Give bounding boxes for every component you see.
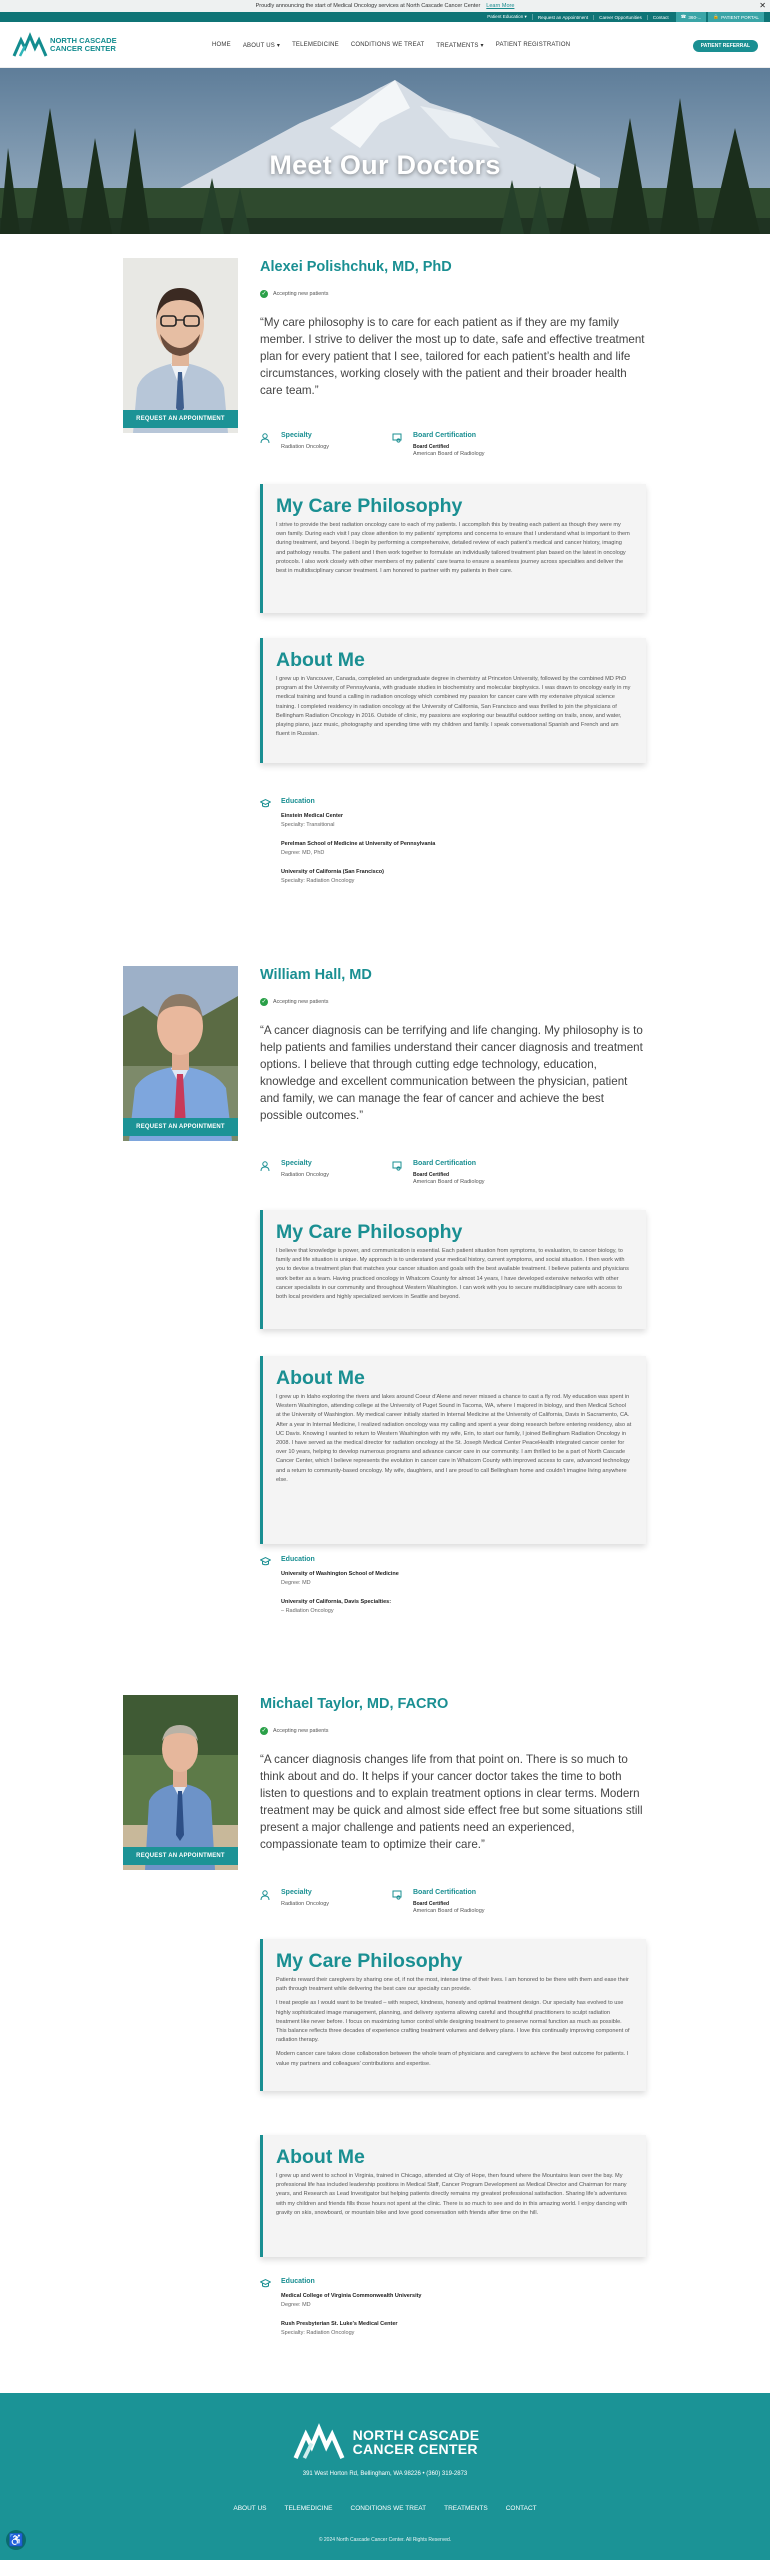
specialty-value: Radiation Oncology — [281, 1901, 330, 1907]
specialty-heading: Specialty — [281, 1160, 312, 1167]
nav-home[interactable]: HOME — [212, 42, 231, 48]
education-item — [281, 840, 435, 858]
care-philosophy-text: Modern cancer care takes close collaboration between the whole team of physicians and caregivers to achieve the best outcome for patients. I value my partners and colleagues’ contributions and expertise. — [276, 2051, 629, 2067]
doctor-profile — [123, 258, 646, 888]
about-me-card — [260, 638, 646, 763]
accessibility-icon[interactable]: ♿ — [6, 2530, 26, 2550]
education-item — [281, 2292, 421, 2310]
logo-line2: CANCER CENTER — [50, 43, 116, 53]
announcement-text: Proudly announcing the start of Medical Oncology services at North Cascade Cancer Center — [255, 3, 481, 9]
site-header — [0, 22, 770, 68]
board-status: Board Certified — [413, 1901, 450, 1907]
graduation-cap-icon — [260, 798, 271, 808]
care-philosophy-text: I treat people as I would want to be treated – with respect, kindness, honesty and optimal treatment design. Our specialty has evolved to use highly sophisticated image management, planning, and delivery systems allowing careful and thoughtful practitioners to sculpt radiation treatment like never before. I focus on maximizing tumor control while designing treatment to preserve normal function as much as possible. This balance reflects three decades of experience crafting treatment volumes and delivery plans. I love this continually improving component of radiation therapy. — [276, 2000, 630, 2044]
board-name: American Board of Radiology — [413, 1179, 485, 1185]
utility-link-education[interactable]: Patient Education ▾ — [482, 14, 533, 20]
care-philosophy-heading: My Care Philosophy — [276, 1950, 463, 1972]
check-icon: ✓ — [261, 1728, 267, 1734]
doctor-photo — [123, 966, 238, 1141]
check-icon: ✓ — [261, 999, 267, 1005]
education-detail: – Radiation Oncology — [281, 1608, 334, 1614]
patient-referral-button[interactable]: PATIENT REFERRAL — [693, 40, 758, 52]
education-detail: Specialty: Transitional — [281, 822, 335, 828]
doctor-name: Michael Taylor, MD, FACRO — [260, 1696, 449, 1712]
education-school: Medical College of Virginia Commonwealth University — [281, 2293, 422, 2299]
about-me-text: I grew up and went to school in Virginia, trained in Chicago, attended at City of Hope, then found where the Mountains lean over the bay. My professional life has included leadership positions in Medical Staff, Cancer Program Development as Medical Director and Chairman for many years, and Research as Lead Investigator but helping patients directly remains my greatest professional satisfaction. Sharing life’s adventures with my children and friends fills those hours not spent at the clinic. There is so much to see and do in this amazing world. I enjoy dancing with gravity on skis, snowboard, or mountain bike and love good conversation with friends after time on the hill. — [276, 2173, 628, 2216]
footer-nav — [0, 2505, 770, 2512]
care-philosophy-heading: My Care Philosophy — [276, 1221, 463, 1243]
accepting-badge — [260, 1727, 328, 1735]
specialty-heading: Specialty — [281, 432, 312, 439]
certificate-icon — [392, 1890, 402, 1900]
request-appointment-button[interactable]: REQUEST AN APPOINTMENT — [123, 410, 238, 428]
education-detail: Specialty: Radiation Oncology — [281, 2330, 355, 2336]
education-detail: Degree: MD — [281, 2302, 311, 2308]
copyright: © 2024 North Cascade Cancer Center. All Rights Reserved. — [318, 2537, 452, 2543]
about-me-heading: About Me — [276, 1367, 365, 1389]
footer-link-telemedicine[interactable]: TELEMEDICINE — [284, 2505, 333, 2512]
nav-about[interactable]: ABOUT US ▾ — [242, 42, 281, 49]
accepting-badge — [260, 290, 328, 298]
accepting-label: Accepting new patients — [273, 291, 329, 297]
footer-logo-line2: CANCER CENTER — [352, 2441, 478, 2457]
footer-logo-line1: NORTH CASCADE — [352, 2427, 480, 2443]
doctor-icon — [260, 1890, 270, 1900]
graduation-cap-icon — [260, 2278, 271, 2288]
education-detail: Degree: MD, PhD — [281, 850, 325, 856]
education-detail: Specialty: Radiation Oncology — [281, 878, 355, 884]
doctor-quote: “My care philosophy is to care for each patient as if they are my family member. I strive to deliver the most up to date, safe and effective treatment plan for every patient that I see, tailored for each patient’s health and life circumstances, working closely with the patient and their broader health care team.” — [260, 316, 645, 397]
doctor-photo — [123, 258, 238, 433]
accepting-badge — [260, 998, 328, 1006]
specialty-heading: Specialty — [281, 1889, 312, 1896]
nav-conditions[interactable]: CONDITIONS WE TREAT — [350, 42, 425, 48]
education-heading: Education — [281, 1556, 315, 1563]
footer-link-treatments[interactable]: TREATMENTS — [444, 2505, 488, 2512]
certificate-icon — [392, 433, 402, 443]
doctor-name: William Hall, MD — [260, 967, 372, 983]
footer-link-conditions[interactable]: CONDITIONS WE TREAT — [350, 2505, 427, 2512]
about-me-text: I grew up in Vancouver, Canada, completed an undergraduate degree in chemistry at Princeton University, followed by the combined MD PhD program at the University of Pennsylvania, with graduate studies in biochemistry and molecular biophysics. I was drawn to oncology early in my medical training and found a calling in radiation oncology which combined my passion for cancer care with my extensive physical science training. I completed residency in radiation oncology at the University of California, San Francisco and was thrilled to join the physicians of Bellingham Radiation Oncology in 2016. Outside of clinic, my passions are exploring our beautiful outdoor setting on trails, snow, and water, playing piano, jazz music, photography and spending time with my children and family. I speak conversational Spanish and French and am fluent in Russian. — [276, 676, 631, 738]
doctor-profile — [123, 966, 646, 1656]
footer-link-about[interactable]: ABOUT US — [233, 2505, 267, 2512]
footer-address: 391 West Horton Rd, Bellingham, WA 98226 • (360) 319-2873 — [302, 2471, 468, 2477]
education-heading: Education — [281, 2278, 315, 2285]
education-item — [281, 2320, 398, 2338]
patient-portal-button[interactable] — [708, 12, 764, 22]
about-me-text: I grew up in Idaho exploring the rivers and lakes around Coeur d’Alene and never missed a chance to cast a fly rod. My education was spent in Western Washington, attending college at the University of Puget Sound in Tacoma, WA, where I majored in biology, and then Medical School at the University of Washington. My medical career initially started in Internal Medicine at the University of California, Davis in Sacramento, CA. After a year in Internal Medicine, I realized radiation oncology was my calling and spent a year doing research before entering residency, also at UC Davis. Knowing I wanted to return to Western Washington with my wife, Erin, to start our family, I joined Bellingham Radiation Oncology in 2008. I have served as the medical director for radiation oncology at the St. Joseph Medical Center PeaceHealth integrated cancer center for over 10 years, helping to develop numerous programs and advance cancer care in our community. I am thrilled to be a part of North Cascade Cancer Center, which I believe represents the evolution in cancer care in Whatcom County with improved access to care, advanced technology and a return to community-based oncology. My wife, daughters, and I are proud to call Bellingham home and couldn’t imagine living anywhere else. — [276, 1394, 632, 1483]
phone-icon: ☎ — [680, 14, 687, 19]
logo-mark-icon — [291, 2423, 347, 2461]
request-appointment-button[interactable]: REQUEST AN APPOINTMENT — [123, 1118, 238, 1136]
main-nav — [212, 22, 582, 68]
graduation-cap-icon — [260, 1556, 271, 1566]
logo-line1: NORTH CASCADE — [50, 35, 117, 45]
about-me-card — [260, 1356, 646, 1544]
credentials — [260, 1160, 646, 1190]
doctor-quote: “A cancer diagnosis changes life from that point on. There is so much to think about and do. It helps if your cancer doctor takes the time to both listen to questions and to explain treatment options in clear terms. Modern treatment may be quick and almost side effect free but some situations still present a major challenge and patients need an experienced, compassionate team to optimize their care.” — [260, 1753, 643, 1851]
check-icon: ✓ — [261, 291, 267, 297]
doctor-name: Alexei Polishchuk, MD, PhD — [260, 259, 452, 275]
phone-button[interactable] — [676, 12, 707, 22]
credentials — [260, 432, 646, 462]
accepting-label: Accepting new patients — [273, 1728, 329, 1734]
education-school: Perelman School of Medicine at University of Pennsylvania — [281, 841, 436, 847]
credentials — [260, 1889, 646, 1919]
utility-link-contact[interactable]: Contact — [652, 14, 669, 20]
utility-bar — [0, 12, 770, 22]
lock-icon: 🔒 — [713, 14, 720, 19]
care-philosophy-text: I strive to provide the best radiation oncology care to each of my patients. I accomplish this by treating each patient as though they were my own family. During each visit I pay close attention to my patients’ symptoms and concerns to ensure that I understand what is important to them during treatment, and beyond. I begin by performing a comprehensive, detailed review of each patient’s medical and cancer history, imaging and pathology results. The patient and I then work together to formulate an individually tailored treatment plan based on the latest in oncology protocols. I also work closely with other members of my patients’ care teams to ensure a seamless journey across specialties and deliver the best in multidisciplinary cancer treatment. I am honored to partner with my patients in their care. — [276, 522, 630, 575]
board-heading: Board Certification — [413, 1160, 477, 1167]
about-me-heading: About Me — [276, 2146, 365, 2168]
portal-label: PATIENT PORTAL — [721, 14, 759, 20]
education-detail: Degree: MD — [281, 1580, 311, 1586]
request-appointment-button[interactable]: REQUEST AN APPOINTMENT — [123, 1847, 238, 1865]
page-title: Meet Our Doctors — [269, 150, 501, 180]
about-me-card — [260, 2135, 646, 2257]
board-name: American Board of Radiology — [413, 1908, 485, 1914]
phone-label: 360-... — [688, 14, 702, 20]
doctor-icon — [260, 433, 270, 443]
education-heading: Education — [281, 798, 315, 805]
doctor-icon — [260, 1161, 270, 1171]
board-name: American Board of Radiology — [413, 451, 485, 457]
footer-logo-text — [353, 2428, 480, 2456]
nav-telemedicine[interactable]: TELEMEDICINE — [292, 42, 339, 48]
care-philosophy-text: Patients reward their caregivers by sharing one of, if not the most, intense time of their lives. I am honored to be there with them and ease their path through treatment while delivering the best care our specialty can provide. — [276, 1977, 629, 1993]
care-philosophy-card — [260, 1939, 646, 2091]
care-philosophy-card — [260, 484, 646, 613]
care-philosophy-text: I believe that knowledge is power, and communication is essential. Each patient situation from symptoms, to evaluation, to cancer biology, to family and life situation is unique. My approach is to understand your medical history, current symptoms, and social situation. I then work with you to devise a treatment plan that matches your cancer situation and goals with the best available treatment. I believe patients and physicians work better as a team. Having practiced oncology in Whatcom County for almost 14 years, I have developed extensive networks with other cancer specialists in our community and throughout Western Washington. I can work with you to secure multidisciplinary care with access to both local providers and highly specialized services in Seattle and beyond. — [276, 1248, 629, 1301]
about-me-heading: About Me — [276, 649, 365, 671]
close-icon[interactable]: ✕ — [759, 1, 766, 10]
education-school: University of California (San Francisco) — [281, 869, 384, 875]
logo-text — [50, 37, 117, 53]
doctor-profile — [123, 1695, 646, 2375]
utility-link-careers[interactable]: Career Opportunities — [594, 15, 648, 20]
doctor-photo — [123, 1695, 238, 1870]
education-school: Einstein Medical Center — [281, 813, 344, 819]
certificate-icon — [392, 1161, 402, 1171]
care-philosophy-card — [260, 1210, 646, 1329]
utility-link-appointment[interactable]: Request an Appointment — [533, 15, 594, 20]
board-heading: Board Certification — [413, 1889, 477, 1896]
education-school: University of California, Davis Specialties: — [281, 1599, 392, 1605]
specialty-value: Radiation Oncology — [281, 444, 330, 450]
board-status: Board Certified — [413, 1172, 450, 1178]
care-philosophy-heading: My Care Philosophy — [276, 495, 463, 517]
nav-treatments[interactable]: TREATMENTS ▾ — [436, 42, 484, 49]
board-heading: Board Certification — [413, 432, 477, 439]
footer-link-contact[interactable]: CONTACT — [505, 2505, 537, 2512]
education-school: Rush Presbyterian St. Luke’s Medical Center — [281, 2321, 398, 2327]
doctor-quote: “A cancer diagnosis can be terrifying and life changing. My philosophy is to help patients and families understand their cancer diagnosis and treatment options. I believe that through cutting edge technology, education, knowledge and excellent communication between the physician, patient and family, we can manage the fear of cancer and achieve the best possible outcomes.” — [260, 1024, 643, 1122]
site-logo[interactable] — [12, 32, 117, 58]
accepting-label: Accepting new patients — [273, 999, 329, 1005]
announcement-bar — [0, 0, 770, 12]
site-footer — [0, 2393, 770, 2560]
education-item — [281, 1570, 399, 1588]
nav-registration[interactable]: PATIENT REGISTRATION — [495, 42, 571, 48]
education-item — [281, 868, 384, 886]
logo-mark-icon — [12, 32, 48, 58]
specialty-value: Radiation Oncology — [281, 1172, 330, 1178]
education-item — [281, 812, 343, 830]
education-item — [281, 1598, 391, 1616]
board-status: Board Certified — [413, 444, 450, 450]
education-school: University of Washington School of Medicine — [281, 1571, 399, 1577]
announcement-link[interactable]: Learn More — [486, 3, 515, 9]
footer-logo[interactable] — [0, 2423, 770, 2461]
hero-banner — [0, 68, 770, 234]
